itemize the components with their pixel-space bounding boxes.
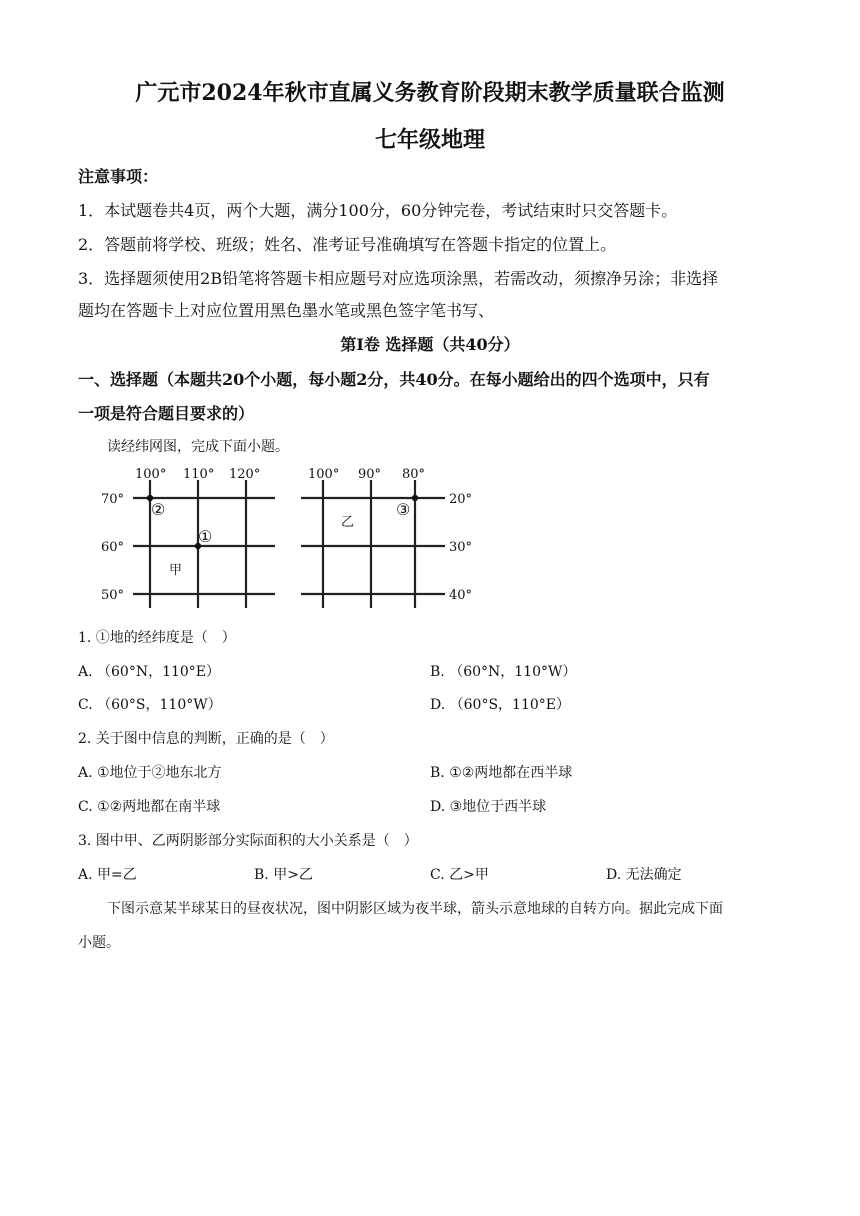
left-lat-label-70: 70° [101, 492, 125, 507]
point-3-label: ③ [396, 500, 411, 519]
point-3-dot [412, 495, 418, 501]
question-3-stem: 3. 图中甲、乙两阴影部分实际面积的大小关系是（ ） [78, 833, 418, 849]
day-night-intro-line-1: 下图示意某半球某日的昼夜状况，图中阴影区域为夜半球，箭头示意地球的自转方向。据此完成下面 [107, 901, 723, 917]
question-1-option-d[interactable]: D. （60°S，110°E） [430, 697, 570, 713]
left-grid [101, 467, 275, 608]
point-2-label: ② [151, 500, 166, 519]
notes-item-1: 1．本试题卷共4页，两个大题，满分100分，60分钟完卷，考试结束时只交答题卡。 [78, 201, 678, 220]
right-lon-label-80: 80° [402, 467, 426, 482]
lat-long-grid-figure [95, 458, 495, 610]
notes-heading: 注意事项： [78, 167, 159, 186]
exam-subtitle: 七年级地理 [374, 127, 485, 153]
right-grid [301, 467, 472, 608]
left-lon-label-110: 110° [183, 467, 215, 482]
left-lat-label-50: 50° [101, 588, 125, 603]
right-lon-label-100: 100° [308, 467, 340, 482]
question-3-option-d[interactable]: D. 无法确定 [606, 867, 682, 883]
question-1-option-c[interactable]: C. （60°S，110°W） [78, 697, 222, 713]
question-2-option-d[interactable]: D. ③地位于西半球 [430, 799, 547, 815]
point-1-label: ① [198, 527, 213, 546]
right-lat-label-20: 20° [449, 492, 473, 507]
left-lon-label-100: 100° [135, 467, 167, 482]
question-3-option-a[interactable]: A. 甲=乙 [78, 867, 137, 883]
notes-item-3-line-1: 3．选择题须使用2B铅笔将答题卡相应题号对应选项涂黑，若需改动，须擦净另涂；非选择 [78, 269, 719, 288]
question-2-option-c[interactable]: C. ①②两地都在南半球 [78, 799, 221, 815]
question-1-stem: 1. ①地的经纬度是（ ） [78, 630, 236, 646]
figure-intro: 读经纬网图，完成下面小题。 [107, 439, 289, 455]
right-lat-label-40: 40° [449, 588, 473, 603]
notes-item-2: 2．答题前将学校、班级；姓名、准考证号准确填写在答题卡指定的位置上。 [78, 235, 617, 254]
area-yi-label: 乙 [341, 515, 355, 530]
question-1-option-a[interactable]: A. （60°N，110°E） [78, 664, 221, 680]
area-jia-label: 甲 [169, 563, 183, 578]
right-lon-label-90: 90° [358, 467, 382, 482]
question-2-option-a[interactable]: A. ①地位于②地东北方 [78, 765, 222, 781]
part-heading-line-1: 一、选择题（本题共20个小题，每小题2分，共40分。在每小题给出的四个选项中，只有 [78, 370, 710, 389]
volume-heading: 第Ⅰ卷 选择题（共40分） [340, 335, 520, 354]
left-lon-label-120: 120° [229, 467, 261, 482]
right-lat-label-30: 30° [449, 540, 473, 555]
exam-title: 广元市2024年秋市直属义务教育阶段期末教学质量联合监测 [135, 80, 725, 106]
question-3-option-c[interactable]: C. 乙>甲 [430, 867, 489, 883]
question-2-option-b[interactable]: B. ①②两地都在西半球 [430, 765, 573, 781]
part-heading-line-2: 一项是符合题目要求的） [78, 404, 255, 423]
notes-item-3-line-2: 题均在答题卡上对应位置用黑色墨水笔或黑色签字笔书写、 [78, 301, 495, 320]
question-3-option-b[interactable]: B. 甲>乙 [254, 867, 313, 883]
question-1-option-b[interactable]: B. （60°N，110°W） [430, 664, 577, 680]
left-lat-label-60: 60° [101, 540, 125, 555]
question-2-stem: 2. 关于图中信息的判断，正确的是（ ） [78, 731, 334, 747]
day-night-intro-line-2: 小题。 [78, 935, 120, 951]
